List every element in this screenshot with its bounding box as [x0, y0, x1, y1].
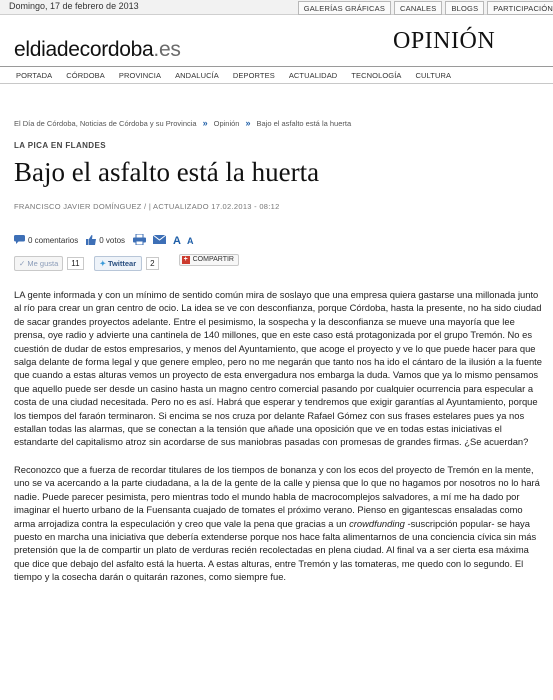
page-date: Domingo, 17 de febrero de 2013: [9, 1, 139, 11]
site-logo-name: eldiadecordoba: [14, 38, 154, 61]
top-nav-canales[interactable]: CANALES: [394, 1, 442, 15]
nav-actualidad[interactable]: ACTUALIDAD: [288, 70, 338, 80]
top-nav: [295, 1, 553, 15]
top-bar: [0, 0, 553, 15]
like-label: Me gusta: [27, 259, 59, 268]
comments-link[interactable]: [14, 235, 78, 246]
votes-count: 0 votos: [99, 236, 126, 245]
top-nav-participacion[interactable]: PARTICIPACIÓN: [487, 1, 553, 15]
comment-icon: [14, 235, 25, 246]
nav-portada[interactable]: PORTADA: [16, 70, 53, 80]
comments-count: 0 comentarios: [28, 236, 79, 245]
nav-provincia[interactable]: PROVINCIA: [118, 70, 162, 80]
share-plus-icon: +: [183, 255, 188, 263]
tweet-count: 2: [146, 257, 158, 270]
breadcrumb-arrow-icon: »: [202, 118, 208, 128]
thumb-icon: [86, 235, 96, 247]
article-emphasis: crowdfunding: [349, 517, 405, 529]
nav-deportes[interactable]: DEPORTES: [232, 70, 275, 80]
article-paragraph: [14, 463, 544, 584]
breadcrumb-home[interactable]: El Día de Córdoba, Noticias de Córdoba y su Provincia: [14, 118, 197, 128]
top-nav-blogs[interactable]: BLOGS: [445, 1, 484, 15]
tweet-button[interactable]: [94, 256, 143, 271]
nav-tecnologia[interactable]: TECNOLOGÍA: [351, 70, 402, 80]
font-decrease-button[interactable]: A: [187, 235, 194, 246]
article-tools: [14, 234, 200, 247]
section-title: OPINIÓN: [393, 28, 496, 54]
social-bar: [14, 256, 239, 271]
article-kicker: LA PICA EN FLANDES: [14, 141, 106, 150]
email-icon[interactable]: [153, 234, 166, 247]
print-icon[interactable]: [133, 234, 146, 247]
article-byline: FRANCISCO JAVIER DOMÍNGUEZ / | ACTUALIZADO 17.02.2013 - 08:12: [14, 202, 280, 211]
article-text: -suscripción popular- se haya puesto en marcha una iniciativa que debería extenderse porque nos hace falta alimentarnos de una conciencia cívica sin más pretensión que la de compartir un plato de verduras recién recolectadas en plena ciudad. Al final va a ser cierta esa máxima que dice que debajo del asfalto está la huerta. A estas alturas, entre Tremón y las tomateras, me quedo con lo segundo. El tiempo y la cosecha darán o quitarán razones, como siempre fue.: [14, 517, 537, 583]
main-nav: [0, 66, 553, 84]
top-nav-galerias[interactable]: GALERÍAS GRÁFICAS: [298, 1, 391, 15]
article-body: [14, 288, 544, 598]
share-label: COMPARTIR: [192, 256, 234, 263]
article-text: Reconozco que a fuerza de recordar titulares de los tiempos de bonanza y con los ecos del proyecto de Tremón en la mente, uno se va acercando a la parte ciudadana, a la de la gente de la calle y piensa que lo que no hagamos por nosotros no lo hará nadie. Puede parecer pesimista, pero mientras todo el mundo habla de macrocomplejos salvadores, a mí me ha dado por imaginar el huerto urbano de la Fuensanta cuajado de tomates el próximo verano. Pienso en gigantescas ensaladas como arma arrojadiza contra la especulación y creo que vale la pena que gracias a un: [14, 463, 540, 529]
breadcrumb-opinion[interactable]: Opinión: [213, 118, 240, 128]
breadcrumb: [14, 118, 351, 128]
article-title: Bajo el asfalto está la huerta: [14, 157, 320, 187]
tweet-label: Twittear: [107, 259, 137, 268]
breadcrumb-current: Bajo el asfalto está la huerta: [256, 118, 352, 128]
share-button[interactable]: [179, 254, 239, 266]
like-count: 11: [67, 257, 83, 270]
font-increase-button[interactable]: A: [173, 234, 181, 247]
nav-cordoba[interactable]: CÓRDOBA: [66, 70, 105, 80]
nav-andalucia[interactable]: ANDALUCÍA: [175, 70, 219, 80]
votes-link[interactable]: [86, 235, 125, 247]
breadcrumb-arrow-icon: »: [245, 118, 251, 128]
nav-cultura[interactable]: CULTURA: [415, 70, 452, 80]
article-paragraph: LA gente informada y con un mínimo de sentido común mira de soslayo que una empresa quiera gastarse una millonada junto al río para crear un gran centro de ocio. La idea se ve con desconfianza, porque Córdoba, hasta la presente, no ha sido ciudad de sacar grandes proyectos adelante. Entre el pesimismo, la sospecha y la desconfianza se mueve una mayoría que lee prensa, oye radio y advierte una cantinela de 140 millones, que en este caso está protagonizada por el grupo Tremón. No es cuestión de dudar de estos empresarios, y menos del Ayuntamiento, que acoge el proyecto y ve lo que puede hacer para que salga delante de forma legal y que genere empleo, pero no me negarán que tanto nos ha ido el cántaro de la ilusión a la fuente que cuando a estas alturas vemos un proyecto de esta envergadura nos embarga la duda. Vamos que ya lo mismo pensamos que aquello puede ser desde un casino hasta un magno centro comercial pasando por cualquier ocurrencia para especular a costa de una ciudad necesitada. Pero no es así. Habrá que esperar y tendremos que exigir garantías al Ayuntamiento, porque los tiempos del faraón terminaron. Si encima se nos cruza por delante Rafael Gómez con sus frases estelares pues ya nos estallan todas las alarmas, que se conectan a la tensión que añade una oposición que ve en todas estas iniciativas el estandarte del capitalismo atroz sin acordarse de sus maniobras pasadas con promesas de grandes firmas. ¿Se acuerdan?: [14, 289, 542, 448]
check-icon: ✓: [19, 259, 26, 268]
like-button[interactable]: [14, 256, 63, 271]
site-logo-tld: .es: [153, 38, 181, 61]
site-logo[interactable]: [14, 38, 181, 62]
bird-icon: ✦: [99, 259, 106, 268]
